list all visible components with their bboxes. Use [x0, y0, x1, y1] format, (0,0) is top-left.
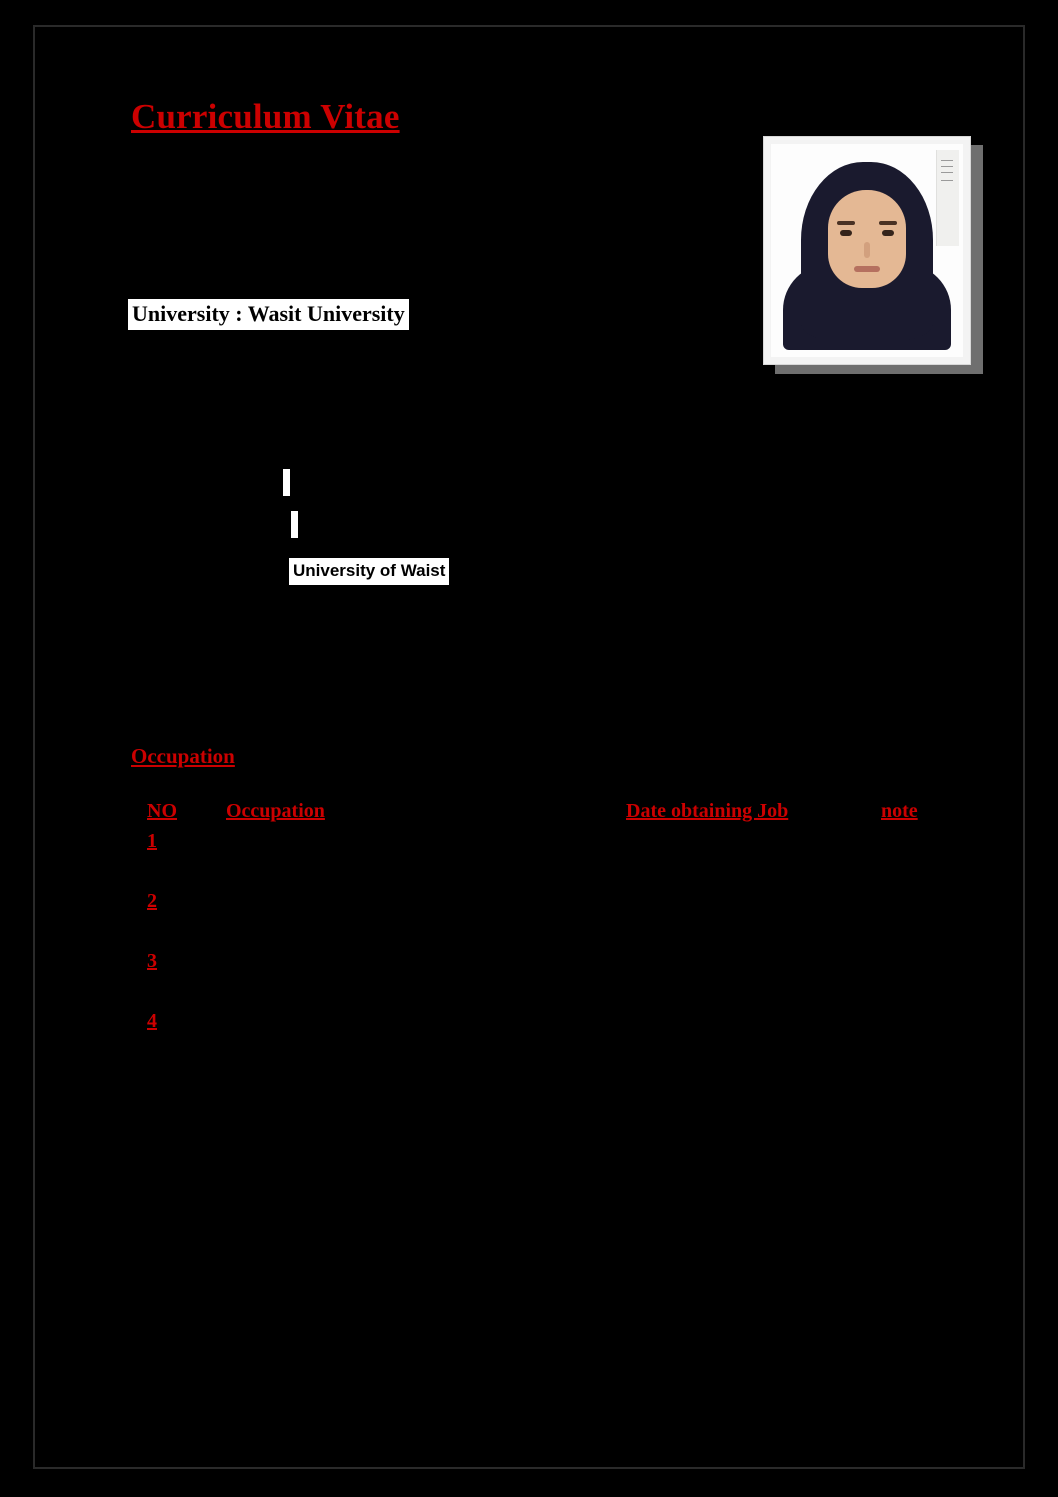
column-header-no: NO: [147, 800, 177, 822]
portrait-photo: [771, 144, 963, 357]
eyebrow-left: [837, 221, 855, 225]
university-of-waist-label: University of Waist: [289, 558, 449, 585]
eyebrow-right: [879, 221, 897, 225]
occupation-table: [131, 800, 931, 1070]
face: [828, 190, 906, 288]
row-number: 2: [147, 890, 157, 912]
marker-bar-1: [283, 469, 290, 496]
nose: [864, 242, 870, 258]
table-header-row: [131, 800, 931, 830]
university-field: University : Wasit University: [128, 299, 409, 330]
photo-inner: [771, 144, 963, 357]
photo-side-strip: [936, 150, 959, 246]
column-header-date: Date obtaining Job: [626, 800, 789, 822]
row-number: 3: [147, 950, 157, 972]
column-header-note: note: [881, 800, 918, 822]
table-row: [131, 890, 931, 950]
eye-left: [840, 230, 852, 236]
page-title: Curriculum Vitae: [131, 97, 400, 136]
row-number: 4: [147, 1010, 157, 1032]
table-row: [131, 1010, 931, 1070]
column-header-occupation: Occupation: [226, 800, 325, 822]
table-row: [131, 830, 931, 890]
marker-bar-2: [291, 511, 298, 538]
table-row: [131, 950, 931, 1010]
eye-right: [882, 230, 894, 236]
occupation-heading: Occupation: [131, 744, 235, 768]
row-number: 1: [147, 830, 157, 852]
mouth: [854, 266, 880, 272]
photo-frame: [763, 136, 971, 365]
